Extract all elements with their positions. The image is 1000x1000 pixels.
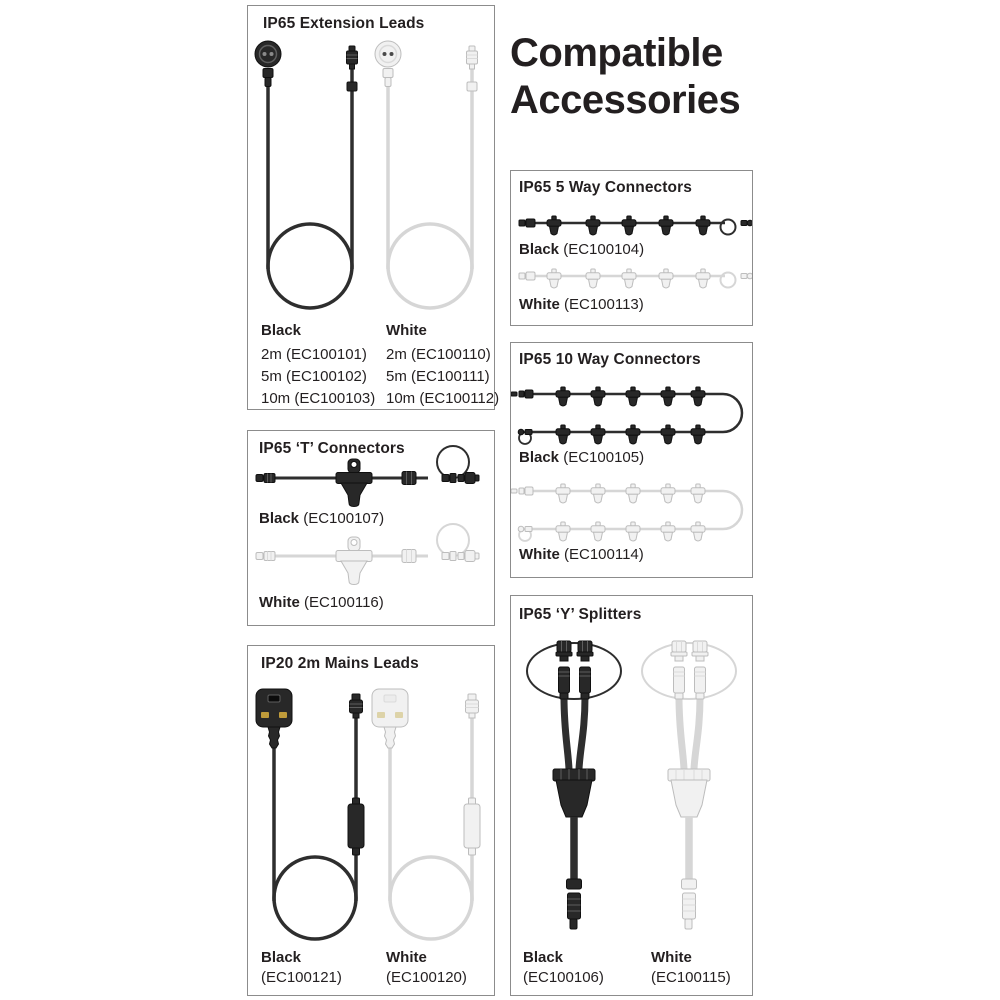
panel-t-connectors xyxy=(247,430,495,626)
t-connector-white-illustration xyxy=(256,524,479,585)
5-way-white-illustration xyxy=(519,269,752,288)
panel-10-way-connectors xyxy=(510,342,753,578)
variant-label-black xyxy=(261,949,342,986)
variant-name: Black xyxy=(523,949,564,966)
variant-label-black xyxy=(523,949,604,986)
panel-title: IP65 ‘T’ Connectors xyxy=(259,440,405,457)
y-splitter-black-illustration xyxy=(527,641,621,929)
variant-name: White xyxy=(259,594,300,611)
variant-name: White xyxy=(519,296,560,313)
variant-label-white xyxy=(519,546,644,563)
variant-name: Black xyxy=(261,322,302,339)
variant-name: Black xyxy=(519,241,560,258)
variant-code: (EC100121) xyxy=(261,969,342,986)
variant-label-white xyxy=(386,949,467,986)
variant-name: White xyxy=(386,322,427,339)
variant-label-black xyxy=(519,241,644,258)
page-title-line1: Compatible xyxy=(510,31,723,75)
panel-extension-leads xyxy=(247,5,500,410)
variant-name: White xyxy=(651,949,692,966)
variant-code: (EC100116) xyxy=(304,594,384,611)
10-way-black-illustration xyxy=(511,387,742,444)
10-way-white-illustration xyxy=(511,484,742,541)
variant-name: Black xyxy=(519,449,560,466)
panel-mains-leads xyxy=(247,645,495,996)
extension-lead-white-illustration xyxy=(375,41,478,308)
panel-title: IP65 Extension Leads xyxy=(263,15,425,32)
variant-code: (EC100114) xyxy=(564,546,644,563)
t-connector-black-illustration xyxy=(256,446,479,507)
page-title-line2: Accessories xyxy=(510,78,741,122)
y-splitters-illustration xyxy=(511,596,752,995)
page-title xyxy=(510,30,740,124)
mains-leads-illustration xyxy=(248,646,494,995)
variant-name: White xyxy=(386,949,427,966)
5-way-black-illustration xyxy=(519,216,752,235)
variant-code: (EC100106) xyxy=(523,969,604,986)
variant-code: (EC100104) xyxy=(563,241,645,258)
list-item: 10m (EC100103) xyxy=(261,390,376,407)
variant-code: (EC100120) xyxy=(386,969,467,986)
extension-leads-black-list xyxy=(261,320,375,410)
variant-label-black xyxy=(519,449,644,466)
panel-5-way-connectors xyxy=(510,170,753,326)
panel-title: IP65 10 Way Connectors xyxy=(519,351,701,368)
variant-name: Black xyxy=(261,949,302,966)
y-splitter-white-illustration xyxy=(642,641,736,929)
panel-y-splitters xyxy=(510,595,753,996)
list-item: 5m (EC100102) xyxy=(261,368,367,385)
variant-name: White xyxy=(519,546,560,563)
list-item: 2m (EC100101) xyxy=(261,346,367,363)
variant-label-black xyxy=(259,510,384,527)
variant-name: Black xyxy=(259,510,300,527)
extension-lead-black-illustration xyxy=(255,41,358,308)
variant-label-white xyxy=(259,594,384,611)
variant-code: (EC100105) xyxy=(563,449,645,466)
variant-code: (EC100115) xyxy=(651,969,731,986)
variant-code: (EC100113) xyxy=(564,296,644,313)
mains-lead-black-illustration xyxy=(256,689,364,939)
panel-title: IP65 5 Way Connectors xyxy=(519,179,692,196)
variant-code: (EC100107) xyxy=(303,510,385,527)
variant-label-white xyxy=(651,949,731,986)
panel-title: IP20 2m Mains Leads xyxy=(261,655,419,672)
mains-lead-white-illustration xyxy=(372,689,480,939)
list-item: 5m (EC100111) xyxy=(386,368,490,385)
variant-label-white xyxy=(519,296,644,313)
panel-title: IP65 ‘Y’ Splitters xyxy=(519,606,642,623)
list-item: 10m (EC100112) xyxy=(386,390,500,407)
extension-leads-white-list xyxy=(386,320,499,410)
list-item: 2m (EC100110) xyxy=(386,346,491,363)
